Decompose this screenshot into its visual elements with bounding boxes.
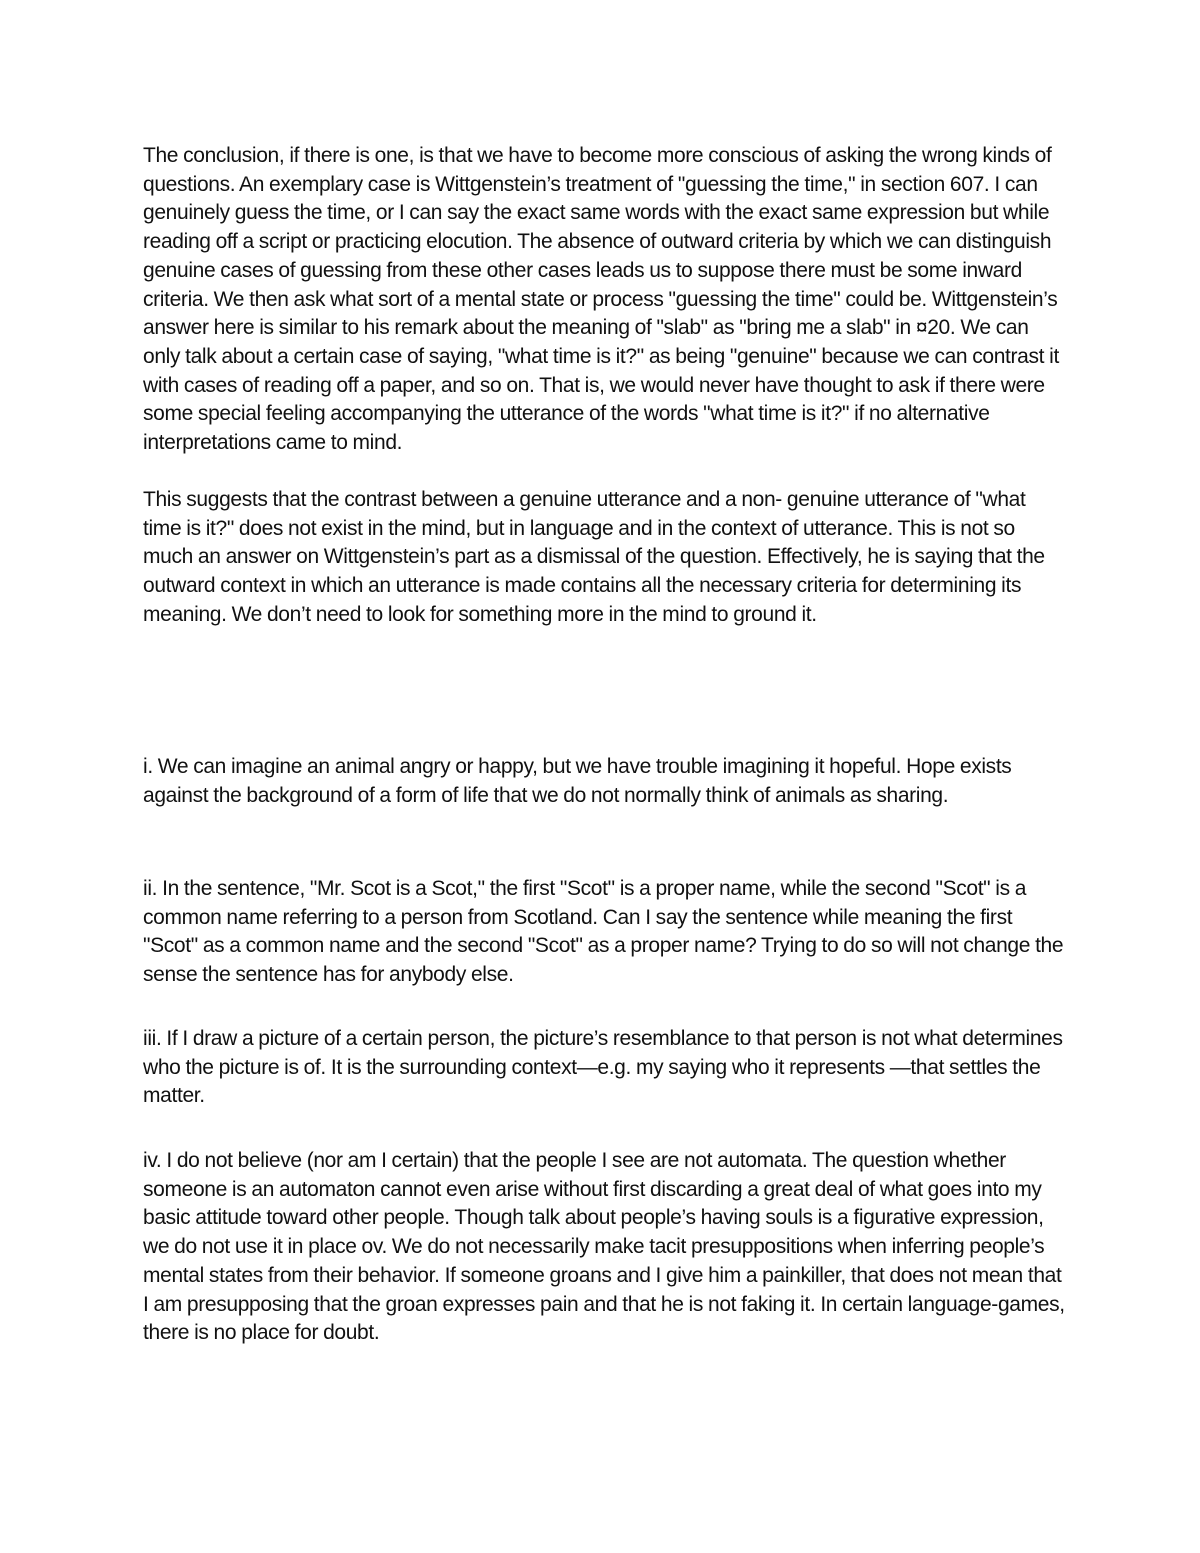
body-paragraph-2: This suggests that the contrast between a genuine utterance and a non- genuine utterance of "what time is it?" does not exist in the mind, but in language and in the context of utterance. This is not so much an answer on Wittgenstein’s part as a dismissal of the question. Effectively, he is saying that the outward context in which an utterance is made contains all the necessary criteria for determining its meaning. We don’t need to look for something more in the mind to ground it. bbox=[143, 488, 1045, 626]
note-iii: iii. If I draw a picture of a certain person, the picture’s resemblance to that person is not what determines who the picture is of. It is the surrounding context—e.g. my saying who it represents —that settles the matter. bbox=[143, 1027, 1063, 1108]
body-paragraph-1: The conclusion, if there is one, is that we have to become more conscious of asking the wrong kinds of questions. An exemplary case is Wittgenstein’s treatment of "guessing the time," in section 607. I can genuinely guess the time, or I can say the exact same words with the exact same expression but while reading off a script or practicing elocution. The absence of outward criteria by which we can distinguish genuine cases of guessing from these other cases leads us to suppose there must be some inward criteria. We then ask what sort of a mental state or process "guessing the time" could be. Wittgenstein’s answer here is similar to his remark about the meaning of "slab" as "bring me a slab" in ¤20. We can only talk about a certain case of saying, "what time is it?" as being "genuine" because we can contrast it with cases of reading off a paper, and so on. That is, we would never have thought to ask if there were some special feeling accompanying the utterance of the words "what time is it?" if no alternative interpretations came to mind. bbox=[143, 144, 1059, 455]
note-iv: iv. I do not believe (nor am I certain) that the people I see are not automata. The question whether someone is an automaton cannot even arise without first discarding a great deal of what goes into my basic attitude toward other people. Though talk about people’s having souls is a figurative expression, we do not use it in place ov. We do not necessarily make tacit presuppositions when inferring people’s mental states from their behavior. If someone groans and I give him a painkiller, that does not mean that I am presupposing that the groan expresses pain and that he is not faking it. In certain language-games, there is no place for doubt. bbox=[143, 1149, 1065, 1345]
note-i: i. We can imagine an animal angry or happy, but we have trouble imagining it hopeful. Hope exists against the background of a form of life that we do not normally think of animals as sharing. bbox=[143, 755, 1012, 807]
note-ii: ii. In the sentence, "Mr. Scot is a Scot," the first "Scot" is a proper name, while the second "Scot" is a common name referring to a person from Scotland. Can I say the sentence while meaning the first "Scot" as a common name and the second "Scot" as a proper name? Trying to do so will not change the sense the sentence has for anybody else. bbox=[143, 877, 1064, 987]
